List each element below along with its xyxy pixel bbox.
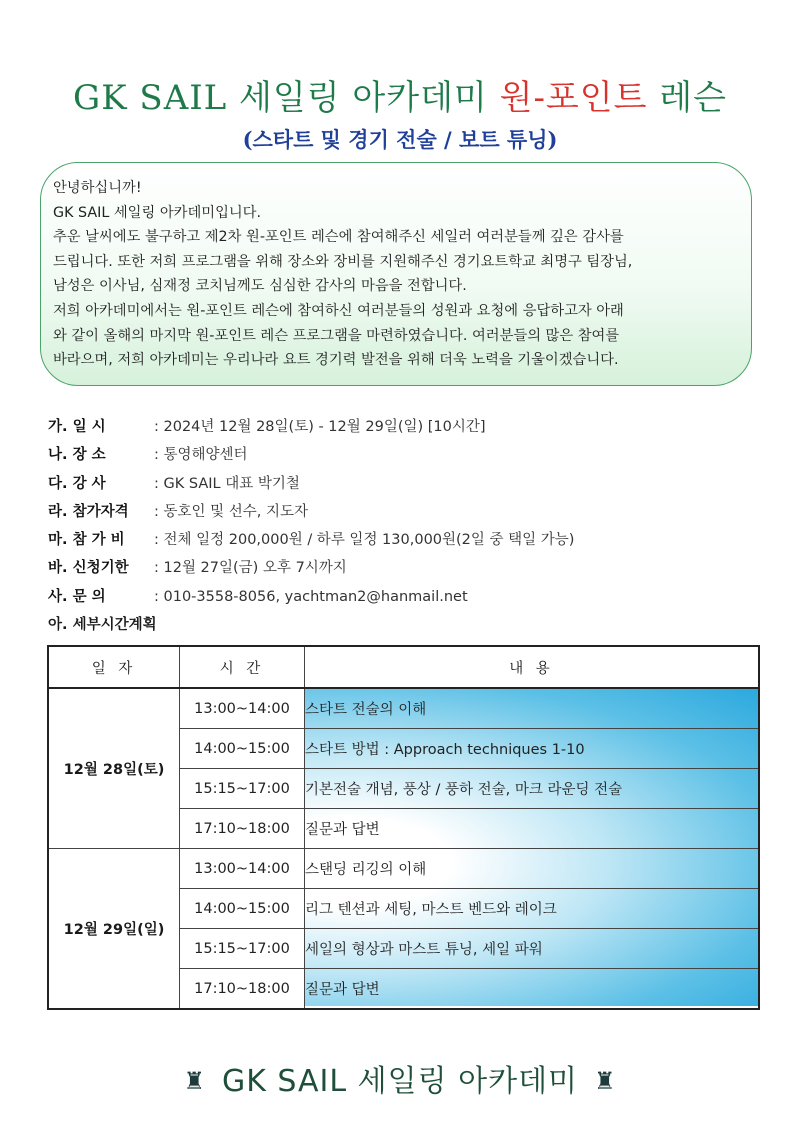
header-date: 일 자	[48, 646, 180, 688]
content-cell: 스타트 전술의 이해	[305, 688, 760, 729]
crown-icon: ♜	[183, 1067, 206, 1095]
content-cell: 기본전술 개념, 풍상 / 풍하 전술, 마크 라운딩 전술	[305, 769, 760, 809]
info-value: : 12월 27일(금) 오후 7시까지	[154, 560, 347, 577]
content-cell: 스타트 방법 : Approach techniques 1-10	[305, 729, 760, 769]
table-row	[48, 849, 759, 889]
content-cell: 질문과 답변	[305, 969, 760, 1010]
table-row	[48, 688, 759, 729]
crown-icon: ♜	[594, 1067, 617, 1095]
info-value: : 통영해양센터	[154, 447, 248, 464]
info-label: 라. 참가자격	[48, 503, 129, 520]
info-row-date	[48, 413, 768, 441]
info-row-fee	[48, 526, 768, 554]
content-cell: 질문과 답변	[305, 809, 760, 849]
table-header-row	[48, 646, 759, 688]
schedule-table	[47, 645, 760, 1010]
info-row-place	[48, 441, 768, 469]
info-list	[48, 413, 768, 639]
title-main: GK SAIL 세일링 아카데미	[73, 78, 500, 118]
greeting-line: 바라으며, 저희 아카데미는 우리나라 요트 경기력 발전을 위해 더욱 노력을 기울이겠습니다.	[53, 352, 619, 369]
info-row-deadline	[48, 554, 768, 582]
greeting-line: 남성은 이사님, 심재정 코치님께도 심심한 감사의 마음을 전합니다.	[53, 278, 467, 295]
schedule-title: 아. 세부시간계획	[48, 617, 157, 634]
info-label: 바. 신청기한	[48, 560, 129, 577]
time-cell: 14:00~15:00	[180, 889, 305, 929]
info-value: : 2024년 12월 28일(토) - 12월 29일(일) [10시간]	[154, 419, 486, 435]
info-label: 나. 장 소	[48, 447, 106, 464]
footer-text: GK SAIL 세일링 아카데미	[221, 1064, 579, 1099]
greeting-line: 안녕하십니까!	[53, 180, 142, 196]
date-cell: 12월 28일(토)	[48, 688, 180, 849]
info-value: : 동호인 및 선수, 지도자	[154, 503, 308, 520]
footer-brand	[0, 1056, 800, 1100]
content-cell: 세일의 형상과 마스트 튜닝, 세일 파워	[305, 929, 760, 969]
time-cell: 14:00~15:00	[180, 729, 305, 769]
greeting-line: 와 같이 올해의 마지막 원-포인트 레슨 프로그램을 마련하였습니다. 여러분들의 많은 참여를	[53, 327, 620, 344]
time-cell: 17:10~18:00	[180, 809, 305, 849]
info-label: 마. 참 가 비	[48, 532, 125, 549]
time-cell: 15:15~17:00	[180, 769, 305, 809]
info-label: 사. 문 의	[48, 588, 106, 605]
header-time: 시 간	[180, 646, 305, 688]
header-content: 내 용	[305, 646, 760, 688]
time-cell: 15:15~17:00	[180, 929, 305, 969]
info-label: 가. 일 시	[48, 419, 106, 435]
time-cell: 13:00~14:00	[180, 849, 305, 889]
info-label: 다. 강 사	[48, 475, 106, 492]
info-row-instructor	[48, 470, 768, 498]
page-title	[0, 70, 800, 119]
info-value: : GK SAIL 대표 박기철	[154, 475, 300, 492]
info-value: : 010-3558-8056, yachtman2@hanmail.net	[154, 588, 468, 605]
greeting-line: GK SAIL 세일링 아카데미입니다.	[53, 204, 262, 221]
greeting-line: 추운 날씨에도 불구하고 제2차 원-포인트 레슨에 참여해주신 세일러 여러분들께 깊은 감사를	[53, 229, 624, 246]
info-row-contact	[48, 583, 768, 611]
page-subtitle: (스타트 및 경기 전술 / 보트 튜닝)	[242, 127, 558, 152]
info-value: : 전체 일정 200,000원 / 하루 일정 130,000원(2일 중 택일 가능)	[154, 532, 575, 549]
title-highlight: 원-포인트	[499, 78, 648, 118]
time-cell: 13:00~14:00	[180, 688, 305, 729]
time-cell: 17:10~18:00	[180, 969, 305, 1010]
content-cell: 리그 텐션과 세팅, 마스트 벤드와 레이크	[305, 889, 760, 929]
info-row-eligibility	[48, 498, 768, 526]
title-end: 레슨	[647, 78, 727, 118]
greeting-line: 드립니다. 또한 저희 프로그램을 위해 장소와 장비를 지원해주신 경기요트학교 최명구 팀장님,	[53, 253, 633, 270]
greeting-line: 저희 아카데미에서는 원-포인트 레슨에 참여하신 여러분들의 성원과 요청에 응답하고자 아래	[53, 302, 624, 319]
content-cell: 스탠딩 리깅의 이해	[305, 849, 760, 889]
greeting-box	[40, 162, 752, 386]
date-cell: 12월 29일(일)	[48, 849, 180, 1010]
